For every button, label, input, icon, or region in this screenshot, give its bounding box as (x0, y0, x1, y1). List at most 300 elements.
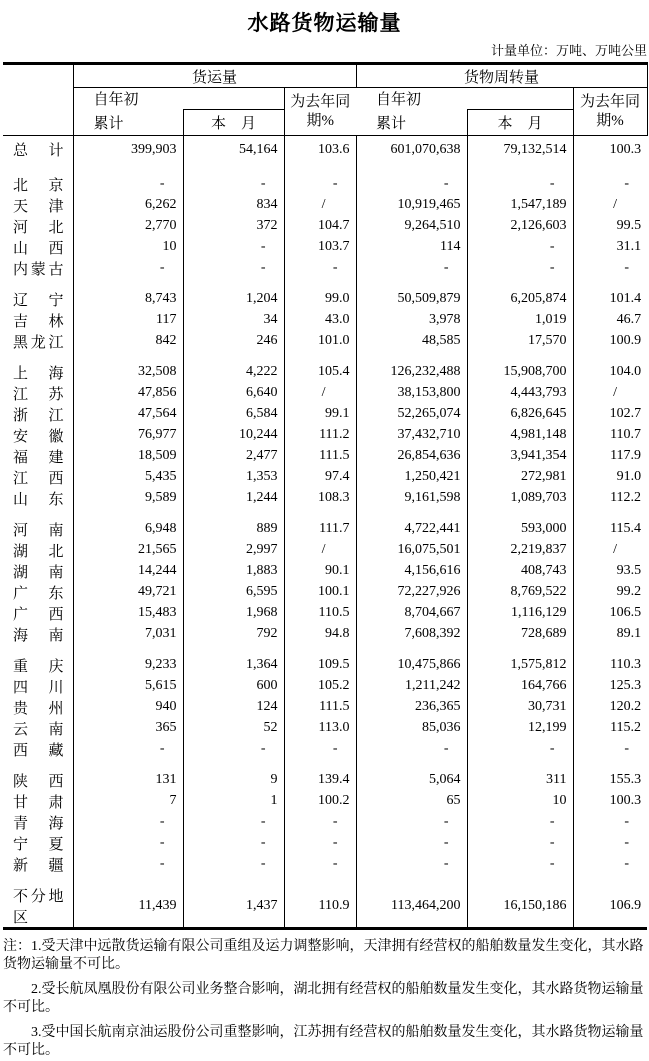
spacer-cell (73, 875, 183, 885)
region-label: 江 苏 (3, 383, 73, 404)
value-cell: - (624, 814, 630, 829)
group-spacer-row (3, 509, 647, 519)
region-label: 总 计 (3, 136, 73, 164)
value-cell: 106.5 (609, 605, 642, 620)
value-cell: 97.4 (284, 467, 356, 488)
region-label: 贵 州 (3, 697, 73, 718)
value-cell: 124 (183, 697, 284, 718)
value-cell: 99.0 (284, 289, 356, 310)
value-cell: 9,161,598 (356, 488, 467, 509)
spacer-cell (467, 352, 573, 362)
value-cell: 11,439 (73, 885, 183, 929)
region-label: 内蒙古 (3, 258, 73, 279)
group-spacer-row (3, 645, 647, 655)
value-cell: 48,585 (356, 331, 467, 352)
table-body (3, 136, 647, 929)
spacer-cell (356, 352, 467, 362)
value-cell: - (467, 812, 573, 833)
region-label: 吉 林 (3, 310, 73, 331)
spacer-cell (573, 875, 647, 885)
value-cell: 10 (467, 791, 573, 812)
spacer-cell (73, 164, 183, 174)
value-cell: 105.2 (284, 676, 356, 697)
value-cell: 399,903 (73, 136, 183, 164)
value-cell: 102.7 (609, 406, 642, 421)
value-cell: 101.0 (284, 331, 356, 352)
spacer-cell (183, 875, 284, 885)
value-cell: 6,584 (183, 404, 284, 425)
region-label: 黑龙江 (3, 331, 73, 352)
value-cell: 110.9 (284, 885, 356, 929)
value-cell: - (467, 237, 573, 258)
value-cell: 110.5 (284, 603, 356, 624)
value-cell: 31.1 (616, 239, 642, 254)
footnote-1: 注：1.受天津中远散货运输有限公司重组及运力调整影响，天津拥有经营权的船舶数量发生变化，其水路货物运输量不可比。 (3, 938, 644, 972)
value-cell: 8,743 (73, 289, 183, 310)
region-label: 江 西 (3, 467, 73, 488)
value-cell: 5,064 (356, 770, 467, 791)
value-cell: 365 (73, 718, 183, 739)
spacer-cell (573, 760, 647, 770)
value-cell: 111.2 (284, 425, 356, 446)
value-cell: 26,854,636 (356, 446, 467, 467)
header-cumulative-label: 累计 (356, 110, 467, 136)
value-cell: 52,265,074 (356, 404, 467, 425)
value-cell: 15,483 (73, 603, 183, 624)
value-cell: 6,595 (183, 582, 284, 603)
region-label: 上 海 (3, 362, 73, 383)
value-cell: 9,233 (73, 655, 183, 676)
value-cell: - (183, 237, 284, 258)
value-cell: 46.7 (616, 312, 642, 327)
spacer-cell (73, 760, 183, 770)
value-cell: 91.0 (616, 469, 642, 484)
region-label: 云 南 (3, 718, 73, 739)
value-cell: 2,219,837 (467, 540, 573, 561)
table-row (3, 854, 647, 875)
spacer-cell (3, 645, 73, 655)
value-cell: 90.1 (284, 561, 356, 582)
freight-table (3, 62, 648, 930)
table-row (3, 582, 647, 603)
value-cell: - (73, 739, 183, 760)
value-cell: 106.9 (609, 897, 642, 913)
value-cell: 792 (183, 624, 284, 645)
value-cell: 2,770 (73, 216, 183, 237)
group-header-cargo-turnover: 货物周转量 (356, 64, 647, 88)
value-cell: 120.2 (609, 699, 642, 714)
spacer-cell (356, 875, 467, 885)
spacer-cell (183, 279, 284, 289)
value-cell: 311 (467, 770, 573, 791)
value-cell: 1,968 (183, 603, 284, 624)
value-cell: 10,475,866 (356, 655, 467, 676)
value-cell: 94.8 (284, 624, 356, 645)
value-cell: - (183, 174, 284, 195)
value-cell: 164,766 (467, 676, 573, 697)
region-label: 不分地区 (3, 885, 73, 929)
spacer-cell (284, 875, 356, 885)
region-label: 重 庆 (3, 655, 73, 676)
value-cell: 1,364 (183, 655, 284, 676)
value-cell: 842 (73, 331, 183, 352)
value-cell: 43.0 (284, 310, 356, 331)
value-cell: 6,205,874 (467, 289, 573, 310)
value-cell: / (613, 197, 618, 212)
value-cell: 108.3 (284, 488, 356, 509)
spacer-cell (356, 645, 467, 655)
value-cell: 100.3 (609, 793, 642, 808)
value-cell: 18,509 (73, 446, 183, 467)
value-cell: - (183, 812, 284, 833)
table-row (3, 791, 647, 812)
header-yoy-percent: 为去年同期% (284, 88, 356, 136)
value-cell: - (356, 854, 467, 875)
spacer-cell (183, 645, 284, 655)
table-row (3, 770, 647, 791)
value-cell: 2,126,603 (467, 216, 573, 237)
value-cell: 593,000 (467, 519, 573, 540)
value-cell: 7,608,392 (356, 624, 467, 645)
value-cell: 7,031 (73, 624, 183, 645)
table-row (3, 812, 647, 833)
value-cell: 104.0 (609, 364, 642, 379)
region-label: 宁 夏 (3, 833, 73, 854)
spacer-cell (3, 279, 73, 289)
spacer-cell (73, 279, 183, 289)
table-row (3, 488, 647, 509)
value-cell: - (73, 833, 183, 854)
region-label: 甘 肃 (3, 791, 73, 812)
unit-note: 计量单位：万吨、万吨公里 (490, 43, 647, 58)
spacer-cell (467, 509, 573, 519)
value-cell: 2,997 (183, 540, 284, 561)
region-label: 河 北 (3, 216, 73, 237)
value-cell: 37,432,710 (356, 425, 467, 446)
region-label: 山 西 (3, 237, 73, 258)
value-cell: 103.7 (284, 237, 356, 258)
value-cell: - (624, 741, 630, 756)
value-cell: 834 (183, 195, 284, 216)
value-cell: 99.1 (284, 404, 356, 425)
value-cell: 34 (183, 310, 284, 331)
value-cell: - (284, 833, 356, 854)
value-cell: 139.4 (284, 770, 356, 791)
table-row (3, 885, 647, 929)
value-cell: - (183, 854, 284, 875)
region-label: 北 京 (3, 174, 73, 195)
value-cell: 1,353 (183, 467, 284, 488)
header-cumulative-since-year-start: 自年初 (93, 92, 139, 109)
value-cell: 4,722,441 (356, 519, 467, 540)
table-row (3, 540, 647, 561)
value-cell: 889 (183, 519, 284, 540)
value-cell: 6,262 (73, 195, 183, 216)
value-cell: 103.6 (284, 136, 356, 164)
value-cell: 10,244 (183, 425, 284, 446)
value-cell: 408,743 (467, 561, 573, 582)
value-cell: 115.2 (610, 720, 642, 735)
value-cell: 105.4 (284, 362, 356, 383)
value-cell: 12,199 (467, 718, 573, 739)
header-current-month: 本 月 (467, 110, 573, 136)
value-cell: 17,570 (467, 331, 573, 352)
table-row (3, 289, 647, 310)
value-cell: 79,132,514 (467, 136, 573, 164)
value-cell: 85,036 (356, 718, 467, 739)
value-cell: 1,204 (183, 289, 284, 310)
value-cell: - (467, 739, 573, 760)
value-cell: 246 (183, 331, 284, 352)
value-cell: 113,464,200 (356, 885, 467, 929)
footnote-2: 2.受长航凤凰股份有限公司业务整合影响，湖北拥有经营权的船舶数量发生变化，其水路货物运输量不可比。 (3, 981, 644, 1016)
value-cell: 6,640 (183, 383, 284, 404)
spacer-cell (73, 509, 183, 519)
spacer-cell (183, 352, 284, 362)
value-cell: 30,731 (467, 697, 573, 718)
header-yoy-percent: 为去年同期% (573, 88, 647, 136)
value-cell: 1,211,242 (356, 676, 467, 697)
header-cumulative-label: 累计 (73, 110, 183, 136)
value-cell: - (73, 854, 183, 875)
table-row (3, 331, 647, 352)
value-cell: 2,477 (183, 446, 284, 467)
spacer-cell (573, 279, 647, 289)
value-cell: 1,437 (183, 885, 284, 929)
value-cell: 9 (183, 770, 284, 791)
value-cell: 236,365 (356, 697, 467, 718)
value-cell: 9,589 (73, 488, 183, 509)
header-current-month: 本 月 (183, 110, 284, 136)
page-title: 水路货物运输量 (247, 11, 402, 35)
value-cell: 1,883 (183, 561, 284, 582)
spacer-cell (183, 164, 284, 174)
region-label: 新 疆 (3, 854, 73, 875)
value-cell: 272,981 (467, 467, 573, 488)
value-cell: - (624, 835, 630, 850)
value-cell: 47,856 (73, 383, 183, 404)
spacer-cell (573, 509, 647, 519)
value-cell: 47,564 (73, 404, 183, 425)
value-cell: 72,227,926 (356, 582, 467, 603)
spacer-cell (284, 279, 356, 289)
group-spacer-row (3, 164, 647, 174)
value-cell: - (356, 739, 467, 760)
region-label: 广 东 (3, 582, 73, 603)
value-cell: 112.2 (610, 490, 642, 505)
value-cell: 1,089,703 (467, 488, 573, 509)
region-label: 海 南 (3, 624, 73, 645)
footnotes (3, 938, 647, 1061)
table-row (3, 404, 647, 425)
value-cell: 38,153,800 (356, 383, 467, 404)
value-cell: 3,941,354 (467, 446, 573, 467)
spacer-cell (467, 164, 573, 174)
group-spacer-row (3, 760, 647, 770)
group-spacer-row (3, 875, 647, 885)
value-cell: 100.9 (609, 333, 642, 348)
spacer-cell (3, 760, 73, 770)
value-cell: 100.2 (284, 791, 356, 812)
value-cell: - (284, 812, 356, 833)
table-row (3, 195, 647, 216)
value-cell: - (624, 260, 630, 275)
value-cell: 16,075,501 (356, 540, 467, 561)
footnote-3: 3.受中国长航南京油运股份公司重整影响，江苏拥有经营权的船舶数量发生变化，其水路货物运输量不可比。 (3, 1025, 644, 1059)
value-cell: - (356, 812, 467, 833)
spacer-cell (3, 509, 73, 519)
value-cell: 125.3 (609, 678, 642, 693)
value-cell: 1,116,129 (467, 603, 573, 624)
table-row (3, 237, 647, 258)
table-row (3, 718, 647, 739)
value-cell: - (73, 174, 183, 195)
value-cell: 6,826,645 (467, 404, 573, 425)
table-row (3, 310, 647, 331)
region-label: 西 藏 (3, 739, 73, 760)
value-cell: 114 (356, 237, 467, 258)
region-label: 湖 北 (3, 540, 73, 561)
value-cell: - (356, 258, 467, 279)
value-cell: 8,769,522 (467, 582, 573, 603)
value-cell: - (467, 258, 573, 279)
value-cell: 111.7 (284, 519, 356, 540)
value-cell: 49,721 (73, 582, 183, 603)
value-cell: / (613, 542, 618, 557)
region-label: 湖 南 (3, 561, 73, 582)
spacer-cell (573, 645, 647, 655)
region-label: 福 建 (3, 446, 73, 467)
value-cell: 372 (183, 216, 284, 237)
value-cell: 52 (183, 718, 284, 739)
value-cell: 131 (73, 770, 183, 791)
spacer-cell (573, 164, 647, 174)
value-cell: 4,156,616 (356, 561, 467, 582)
value-cell: 32,508 (73, 362, 183, 383)
value-cell: - (284, 739, 356, 760)
value-cell: 110.7 (610, 427, 642, 442)
value-cell: 4,981,148 (467, 425, 573, 446)
value-cell: - (284, 854, 356, 875)
value-cell: - (467, 174, 573, 195)
spacer-cell (3, 875, 73, 885)
value-cell: - (467, 854, 573, 875)
value-cell: 600 (183, 676, 284, 697)
table-row (3, 519, 647, 540)
header-month-box-top (467, 88, 573, 110)
region-label: 四 川 (3, 676, 73, 697)
value-cell: - (183, 833, 284, 854)
value-cell: - (624, 856, 630, 871)
value-cell: 155.3 (609, 772, 642, 787)
table-row (3, 676, 647, 697)
table-row (3, 467, 647, 488)
table-row (3, 655, 647, 676)
value-cell: - (183, 258, 284, 279)
value-cell: 117 (73, 310, 183, 331)
spacer-cell (284, 645, 356, 655)
spacer-cell (356, 164, 467, 174)
value-cell: 1,244 (183, 488, 284, 509)
value-cell: - (284, 174, 356, 195)
spacer-cell (356, 760, 467, 770)
value-cell: 65 (356, 791, 467, 812)
value-cell: 100.1 (284, 582, 356, 603)
value-cell: 5,435 (73, 467, 183, 488)
value-cell: 89.1 (616, 626, 642, 641)
value-cell: 1,250,421 (356, 467, 467, 488)
value-cell: 99.5 (616, 218, 642, 233)
table-row (3, 603, 647, 624)
value-cell: 14,244 (73, 561, 183, 582)
region-label: 陕 西 (3, 770, 73, 791)
spacer-cell (3, 164, 73, 174)
spacer-cell (284, 164, 356, 174)
spacer-cell (183, 509, 284, 519)
value-cell: - (183, 739, 284, 760)
spacer-cell (467, 875, 573, 885)
value-cell: / (284, 540, 356, 561)
region-label: 安 徽 (3, 425, 73, 446)
value-cell: 100.3 (609, 141, 642, 157)
value-cell: - (284, 258, 356, 279)
value-cell: 101.4 (609, 291, 642, 306)
value-cell: 4,443,793 (467, 383, 573, 404)
value-cell: 1,575,812 (467, 655, 573, 676)
value-cell: 1,547,189 (467, 195, 573, 216)
table-row (3, 697, 647, 718)
value-cell: 601,070,638 (356, 136, 467, 164)
spacer-cell (356, 509, 467, 519)
spacer-cell (3, 352, 73, 362)
header-cumulative-since-year-start: 自年初 (376, 92, 422, 109)
value-cell: - (467, 833, 573, 854)
spacer-cell (284, 760, 356, 770)
value-cell: - (624, 176, 630, 191)
table-row (3, 383, 647, 404)
table-row (3, 362, 647, 383)
value-cell: 113.0 (284, 718, 356, 739)
value-cell: 117.9 (610, 448, 642, 463)
region-label: 浙 江 (3, 404, 73, 425)
value-cell: - (73, 258, 183, 279)
value-cell: 50,509,879 (356, 289, 467, 310)
value-cell: 10,919,465 (356, 195, 467, 216)
table-row (3, 174, 647, 195)
value-cell: 3,978 (356, 310, 467, 331)
value-cell: 21,565 (73, 540, 183, 561)
value-cell: 1 (183, 791, 284, 812)
spacer-cell (356, 279, 467, 289)
value-cell: 109.5 (284, 655, 356, 676)
spacer-cell (284, 352, 356, 362)
spacer-cell (467, 760, 573, 770)
value-cell: - (356, 833, 467, 854)
table-row (3, 739, 647, 760)
table-row (3, 136, 647, 164)
spacer-cell (467, 279, 573, 289)
table-header (3, 64, 647, 136)
value-cell: / (284, 195, 356, 216)
group-spacer-row (3, 279, 647, 289)
value-cell: 76,977 (73, 425, 183, 446)
table-row (3, 624, 647, 645)
value-cell: 6,948 (73, 519, 183, 540)
spacer-cell (73, 352, 183, 362)
spacer-cell (284, 509, 356, 519)
value-cell: 115.4 (610, 521, 642, 536)
region-label: 青 海 (3, 812, 73, 833)
